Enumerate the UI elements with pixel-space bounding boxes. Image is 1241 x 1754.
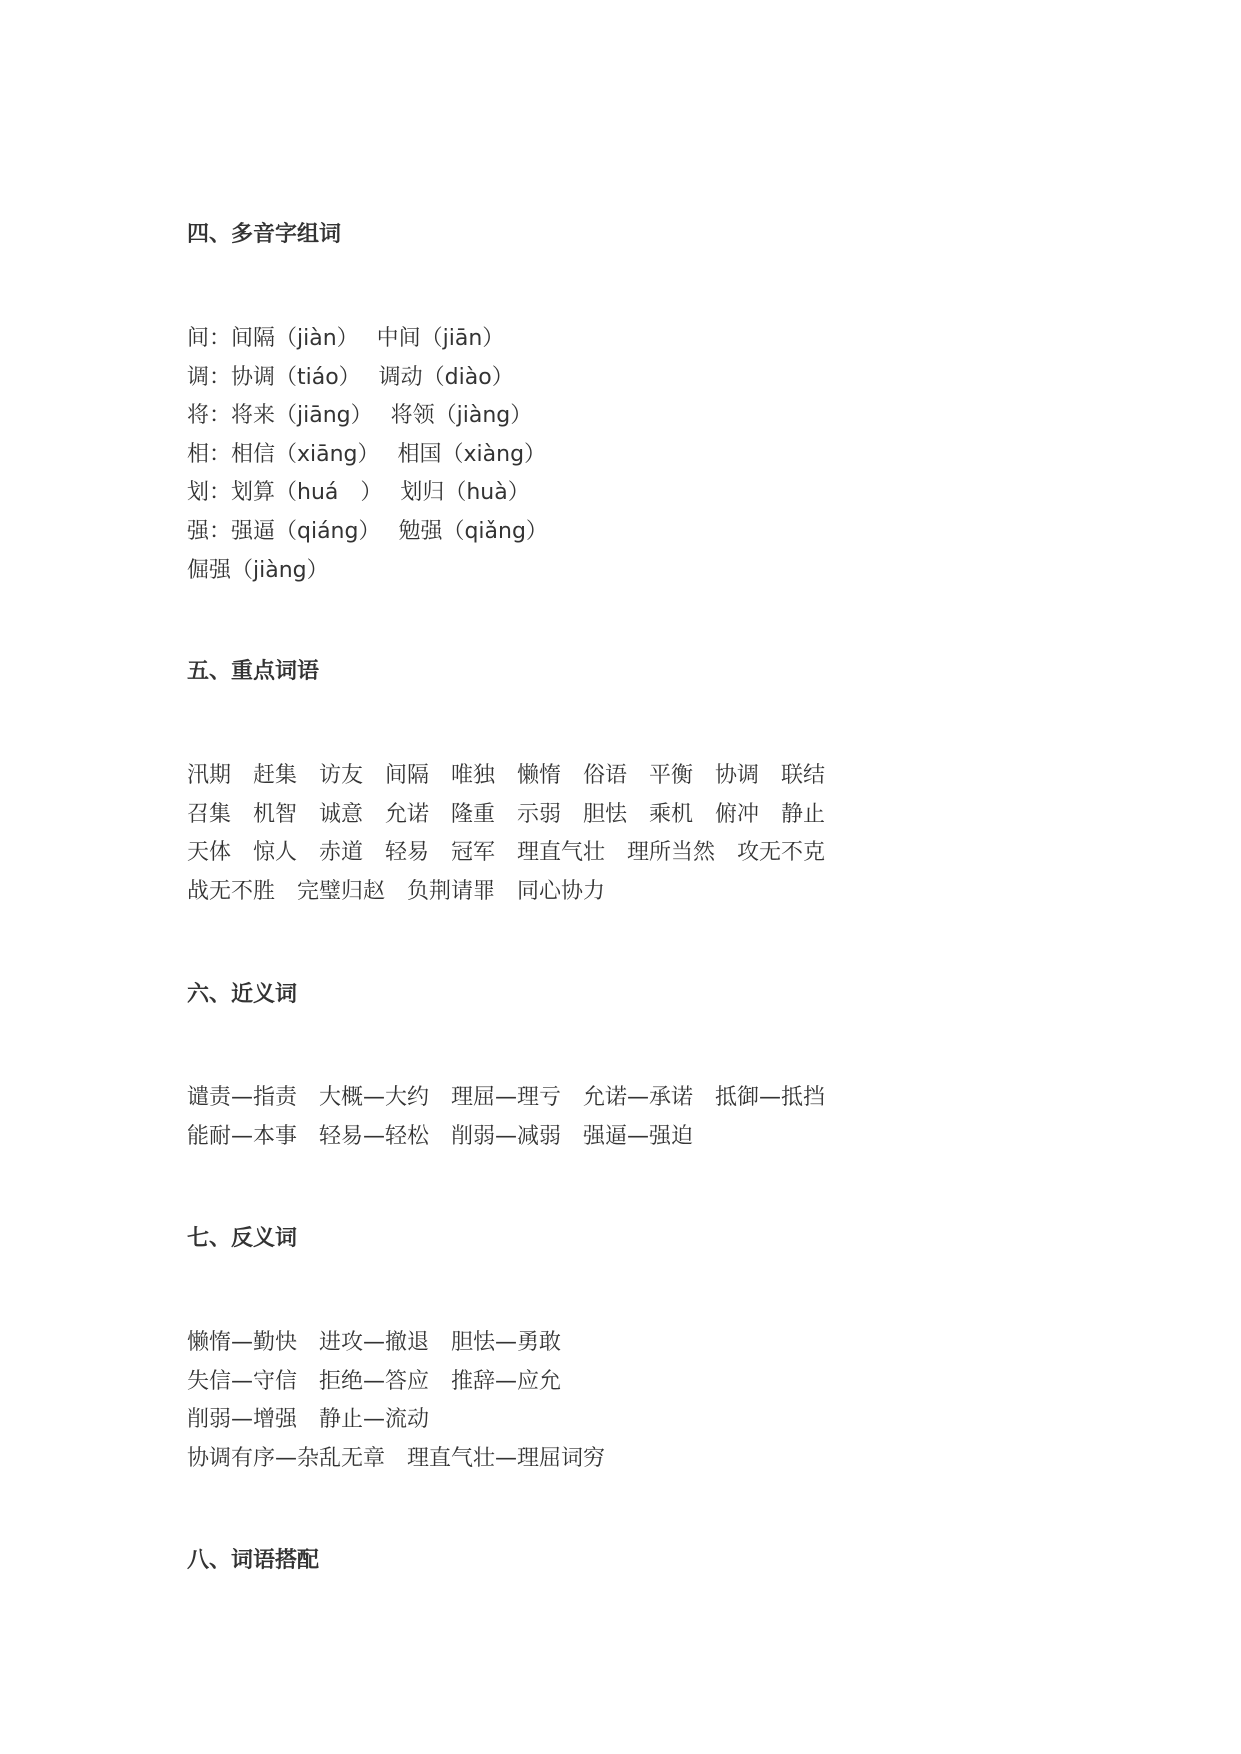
list-item: 相：相信（xiāng） 相国（xiàng） — [187, 441, 547, 467]
list-item: 将：将来（jiāng） 将领（jiàng） — [187, 403, 533, 429]
synonyms-list — [187, 1079, 825, 1156]
list-item: 失信—守信 拒绝—答应 推辞—应允 — [187, 1368, 562, 1394]
list-item: 天体 惊人 赤道 轻易 冠军 理直气壮 理所当然 攻无不克 — [187, 840, 826, 866]
key-words-list — [187, 757, 825, 911]
list-item: 划：划算（huá ） 划归（huà） — [187, 480, 530, 506]
list-item: 协调有序—杂乱无章 理直气壮—理屈词穷 — [187, 1445, 606, 1471]
polyphonic-list — [187, 320, 548, 590]
section-heading-polyphonic: 四、多音字组词 — [187, 222, 342, 247]
list-item: 战无不胜 完璧归赵 负荆请罪 同心协力 — [187, 878, 606, 904]
list-item: 倔强（jiàng） — [187, 557, 329, 583]
list-item: 强：强逼（qiáng） 勉强（qiǎng） — [187, 518, 548, 544]
list-item: 能耐—本事 轻易—轻松 削弱—减弱 强逼—强迫 — [187, 1123, 694, 1149]
section-heading-synonyms: 六、近义词 — [187, 982, 298, 1007]
list-item: 谴责—指责 大概—大约 理屈—理亏 允诺—承诺 抵御—抵挡 — [187, 1085, 826, 1110]
list-item: 懒惰—勤快 进攻—撤退 胆怯—勇敢 — [187, 1330, 562, 1355]
list-item: 汛期 赶集 访友 间隔 唯独 懒惰 俗语 平衡 协调 联结 — [187, 763, 826, 788]
antonyms-list — [187, 1324, 605, 1478]
list-item: 调：协调（tiáo） 调动（diào） — [187, 364, 514, 390]
list-item: 削弱—增强 静止—流动 — [187, 1407, 430, 1433]
section-heading-collocations: 八、词语搭配 — [187, 1548, 320, 1573]
list-item: 召集 机智 诚意 允诺 隆重 示弱 胆怯 乘机 俯冲 静止 — [187, 801, 826, 827]
list-item: 间：间隔（jiàn） 中间（jiān） — [187, 326, 505, 351]
section-heading-key-words: 五、重点词语 — [187, 659, 320, 684]
section-heading-antonyms: 七、反义词 — [187, 1226, 298, 1251]
